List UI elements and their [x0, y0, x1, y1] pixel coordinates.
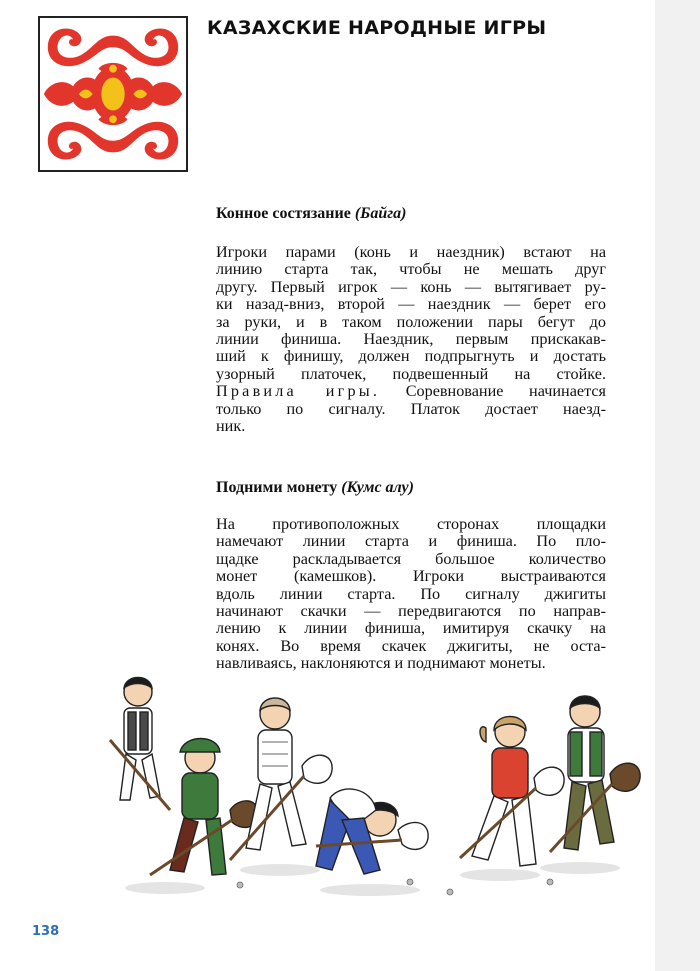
text-line: ки назад-вниз, второй — наездник — берет его — [216, 295, 606, 314]
page-number: 138 — [32, 924, 60, 939]
rules-line: Правила игры. Соревнование начинается — [216, 382, 606, 401]
text-line: ший к финишу, должен подпрыгнуть и достать — [216, 347, 606, 366]
page-title: КАЗАХСКИЕ НАРОДНЫЕ ИГРЫ — [207, 17, 547, 39]
section-paragraph-kums-alu — [216, 516, 606, 673]
text-line: за руки, и в таком положении пары бегут до — [216, 312, 606, 331]
children-on-hobby-horses-icon — [80, 670, 650, 900]
text-line: Игроки парами (конь и наездник) встают на — [216, 243, 606, 261]
kazakh-ornament-emblem — [38, 16, 188, 172]
text-line: навливаясь, наклоняются и поднимают монеты. — [216, 654, 546, 673]
text-line: ник. — [216, 417, 246, 436]
section-title-kums-alu — [216, 479, 414, 497]
children-playing-illustration — [80, 670, 650, 900]
text-line: конях. Во время скачек джигиты, не оста- — [216, 636, 606, 655]
text-line: узорный платочек, подвешенный на стойке. — [216, 364, 606, 383]
viewer-side-margin — [655, 0, 700, 971]
text-line: На противоположных сторонах площадки — [216, 515, 606, 533]
text-line: только по сигналу. Платок достает наезд- — [216, 399, 606, 418]
text-line: начинают скачки — передвигаются по направ- — [216, 602, 606, 621]
text-line: монет (камешков). Игроки выстраиваются — [216, 567, 606, 586]
text-line: намечают линии старта и финиша. По пло- — [216, 532, 606, 551]
section-title-baiga — [216, 205, 406, 223]
ornament-pattern-icon — [40, 18, 186, 170]
text-line: вдоль линии старта. По сигналу джигиты — [216, 584, 606, 603]
section-title-text: Подними монету — [216, 479, 338, 496]
section-title-alt: (Кумс алу) — [341, 479, 414, 496]
section-title-alt: (Байга) — [354, 205, 407, 222]
text-line: лению к линии финиша, имитируя скачку на — [216, 619, 606, 638]
rules-label: Правила игры. — [216, 382, 381, 401]
text-line: линию старта так, чтобы не мешать друг — [216, 260, 606, 279]
section-paragraph-baiga — [216, 244, 606, 435]
text-line: другу. Первый игрок — конь — вытягивает ру- — [216, 277, 606, 296]
text-line: щадке раскладывается большое количество — [216, 549, 606, 568]
section-title-text: Конное состязание — [216, 205, 351, 222]
text-line: линии финиша. Наездник, первым прискакав- — [216, 330, 606, 349]
